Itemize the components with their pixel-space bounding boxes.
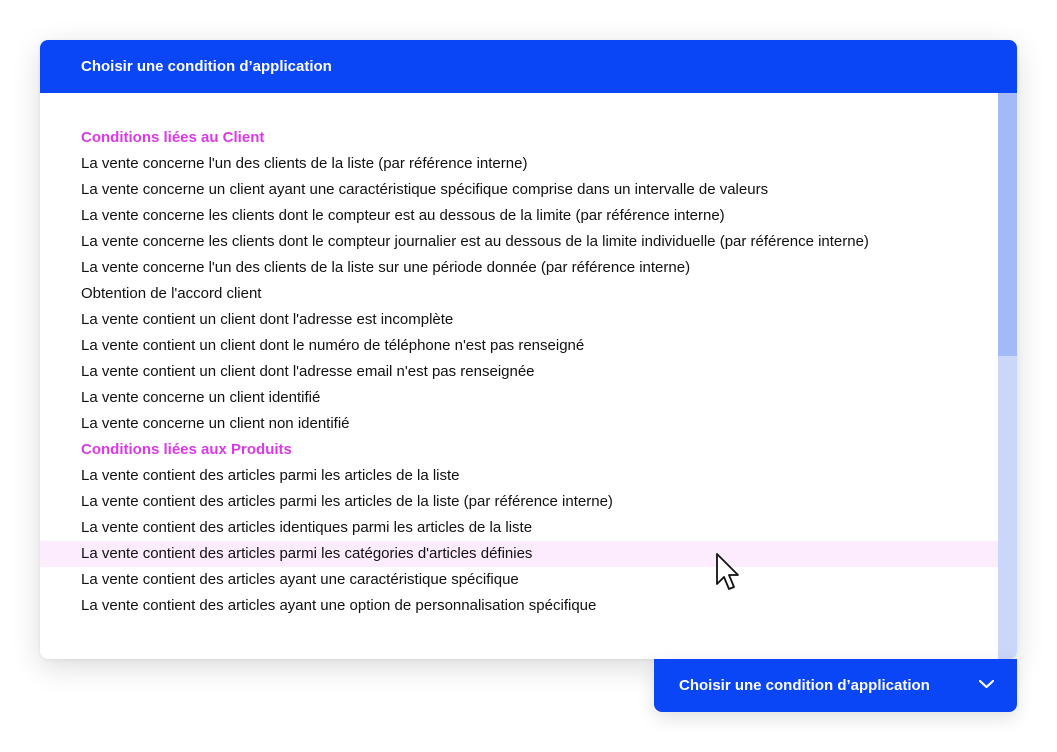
list-item[interactable]: Obtention de l'accord client (81, 285, 262, 302)
condition-list (40, 125, 998, 619)
list-item[interactable]: La vente concerne les clients dont le compteur est au dessous de la limite (par référence interne) (81, 207, 725, 224)
list-item[interactable]: La vente contient un client dont l'adresse email n'est pas renseignée (81, 363, 535, 380)
list-item[interactable]: La vente contient un client dont l'adresse est incomplète (81, 311, 454, 328)
list-item[interactable]: La vente contient un client dont le numéro de téléphone n'est pas renseigné (81, 337, 585, 354)
list-item[interactable]: La vente concerne un client ayant une caractéristique spécifique comprise dans un intervalle de valeurs (81, 181, 769, 198)
chevron-down-icon (978, 678, 995, 690)
list-item[interactable]: La vente contient des articles ayant une caractéristique spécifique (81, 571, 519, 588)
list-item[interactable]: La vente concerne un client identifié (81, 389, 321, 406)
section-heading-client: Conditions liées au Client (81, 129, 265, 146)
choose-condition-button[interactable] (654, 659, 1017, 712)
section-heading-products: Conditions liées aux Produits (81, 441, 292, 458)
mouse-pointer-icon (715, 552, 741, 592)
list-item[interactable]: La vente concerne un client non identifié (81, 415, 350, 432)
list-item[interactable]: La vente contient des articles parmi les articles de la liste (81, 467, 460, 484)
scrollbar-thumb[interactable] (998, 93, 1017, 356)
list-item[interactable]: La vente contient des articles parmi les articles de la liste (par référence interne) (81, 493, 613, 510)
list-item[interactable]: La vente concerne l'un des clients de la liste (par référence interne) (81, 155, 528, 172)
condition-dropdown-panel (40, 40, 1017, 659)
panel-title: Choisir une condition d’application (40, 40, 1017, 93)
list-item-hovered[interactable]: La vente contient des articles parmi les catégories d'articles définies (40, 541, 998, 567)
choose-condition-label: Choisir une condition d’application (679, 677, 930, 694)
list-item[interactable]: La vente contient des articles identiques parmi les articles de la liste (81, 519, 533, 536)
list-item[interactable]: La vente contient des articles ayant une option de personnalisation spécifique (81, 597, 597, 614)
list-item[interactable]: La vente concerne l'un des clients de la liste sur une période donnée (par référence interne) (81, 259, 691, 276)
list-item[interactable]: La vente concerne les clients dont le compteur journalier est au dessous de la limite individuelle (par référence interne) (81, 233, 869, 250)
